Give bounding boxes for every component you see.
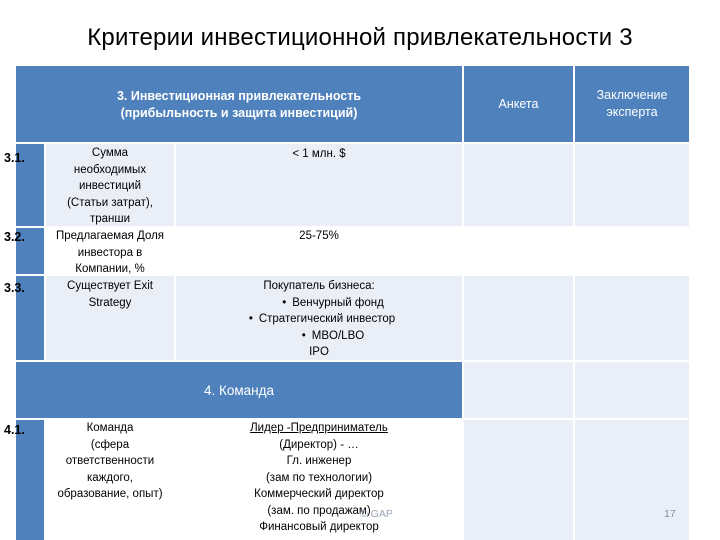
row-3-2-label-line: инвестора в (77, 246, 143, 259)
column-header-anketa-label: Анкета (498, 97, 539, 111)
row-4-1-label-line: ответственности (65, 455, 155, 467)
row-3-3-value-bullet-line (176, 328, 462, 345)
row-4-1-label-line: Команда (86, 422, 134, 434)
row-3-3-label (46, 278, 174, 311)
row-3-2-anketa-cell[interactable] (464, 228, 573, 274)
row-3-3-label-line: Strategy (88, 296, 132, 309)
row-3-3-number: 3.3. (4, 281, 25, 295)
row-4-1-label-line: (сфера (90, 438, 130, 451)
row-4-1-value-line: (зам. по продажам) (267, 504, 371, 517)
row-3-3-label-line: Существует Exit (67, 280, 153, 292)
row-3-2-label (46, 228, 174, 278)
bullet-icon: • (282, 296, 287, 309)
row-4-1-value-line: (Директор) - … (279, 438, 359, 451)
column-header-expert-line1: Заключение (596, 88, 668, 102)
section4-anketa-cell (464, 362, 573, 418)
page-number: 17 (664, 508, 676, 520)
row-4-1-label-line: каждого, (86, 471, 133, 484)
section4-expert-cell (575, 362, 689, 418)
row-3-3-expert-cell[interactable] (575, 276, 689, 360)
bullet-icon: • (248, 313, 253, 325)
bullet-icon: • (301, 329, 306, 342)
row-3-3-value-line: MBO/LBO (311, 329, 365, 342)
section4-header-label: 4. Команда (203, 383, 274, 398)
row-3-3-value-line: Венчурный фонд (292, 296, 384, 309)
row-3-3-value-bullet-line (176, 311, 462, 328)
column-header-anketa (464, 66, 573, 142)
section4-header (16, 362, 462, 418)
row-4-1-label (46, 420, 174, 503)
row-3-1-label-line: транши (89, 213, 131, 225)
row-4-1-value-line: Финансовый директор (259, 521, 379, 533)
row-4-1-value-line: Лидер -Предприниматель (250, 422, 388, 434)
row-3-2-value (176, 228, 462, 245)
row-3-2-value-line: 25-75% (299, 230, 339, 242)
row-3-1-value (176, 146, 462, 163)
row-3-1-label-line: необходимых (73, 163, 147, 176)
row-3-3-value-bullet-line (176, 295, 462, 312)
row-3-3-value-line: IPO (309, 346, 329, 358)
column-header-expert-line2: эксперта (606, 105, 658, 119)
row-3-1-label-line: (Статьи затрат), (67, 196, 153, 209)
row-4-1-anketa-cell[interactable] (464, 420, 573, 540)
row-3-3-value (176, 278, 462, 361)
row-4-1-value-line: Коммерческий директор (254, 488, 384, 500)
row-3-1-label-line: инвестиций (78, 180, 142, 192)
row-4-1-number: 4.1. (4, 423, 25, 437)
row-3-1-label-line: Сумма (91, 147, 129, 159)
row-4-1-value-line: Гл. инженер (286, 455, 352, 467)
row-3-1-number: 3.1. (4, 151, 25, 165)
column-header-expert (575, 66, 689, 142)
row-3-3-value-line: Стратегический инвестор (258, 313, 396, 325)
page-title: Критерии инвестиционной привлекательности 3 (87, 24, 633, 51)
section3-header-line1: 3. Инвестиционная привлекательность (116, 89, 362, 103)
row-3-2-label-line: Предлагаемая Доля (55, 230, 165, 242)
row-3-1-label (46, 145, 174, 228)
row-3-3-value-line: Покупатель бизнеса: (263, 280, 375, 292)
row-4-1-value-line: (зам по технологии) (265, 471, 373, 484)
row-3-3-anketa-cell[interactable] (464, 276, 573, 360)
row-4-1-value (176, 420, 462, 536)
row-3-1-expert-cell[interactable] (575, 144, 689, 226)
row-4-1-number-cell (16, 420, 44, 540)
row-4-1-expert-cell[interactable] (575, 420, 689, 540)
row-3-2-expert-cell[interactable] (575, 228, 689, 274)
footer-watermark: © GAP (360, 508, 393, 520)
section3-header-line2: (прибыльность и защита инвестиций) (120, 106, 358, 120)
row-3-2-label-line: Компании, % (75, 263, 145, 275)
row-3-1-value-line: < 1 млн. $ (292, 148, 346, 160)
row-4-1-label-line: образование, опыт) (57, 488, 163, 500)
row-3-2-number: 3.2. (4, 230, 25, 244)
row-3-1-anketa-cell[interactable] (464, 144, 573, 226)
section3-header (16, 66, 462, 142)
